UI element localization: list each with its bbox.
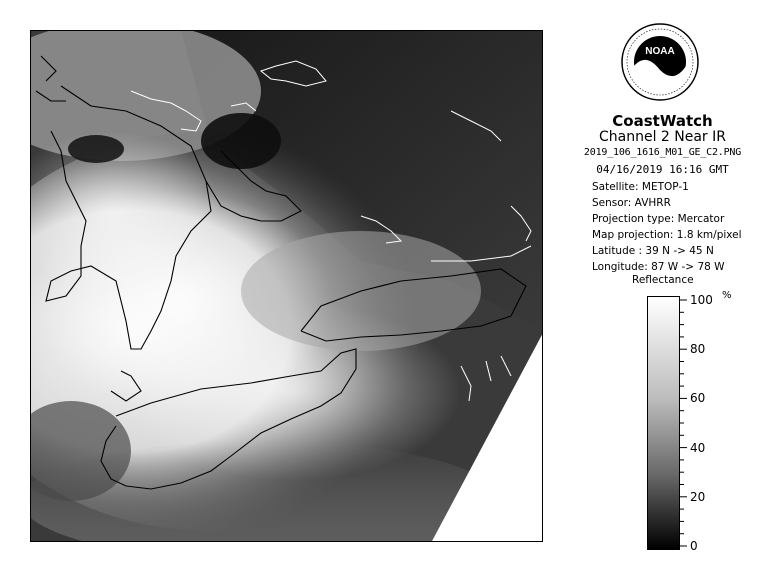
colorbar-tick-label: 60 xyxy=(690,391,706,406)
colorbar-unit: % xyxy=(722,290,732,301)
colorbar-tick-label: 20 xyxy=(690,489,706,504)
colorbar-tick-label: 80 xyxy=(690,342,706,357)
satellite-label: Satellite: METOP-1 xyxy=(592,181,689,193)
image-datetime: 04/16/2019 16:16 GMT xyxy=(596,163,729,176)
logo-text: NOAA xyxy=(645,46,675,57)
colorbar-axis xyxy=(680,293,740,552)
colorbar-title: Reflectance xyxy=(632,274,694,286)
longitude-range-label: Longitude: 87 W -> 78 W xyxy=(592,261,725,273)
image-filename: 2019_106_1616_M01_GE_C2.PNG xyxy=(583,147,742,158)
latitude-range-label: Latitude : 39 N -> 45 N xyxy=(592,245,714,257)
map-projection-label: Map projection: 1.8 km/pixel xyxy=(592,229,742,241)
colorbar-tick-label: 40 xyxy=(690,440,706,455)
sensor-label: Sensor: AVHRR xyxy=(592,197,671,209)
projection-type-label: Projection type: Mercator xyxy=(592,213,725,225)
app-title: CoastWatch xyxy=(612,112,713,130)
satellite-map xyxy=(30,30,543,542)
reflectance-colorbar xyxy=(647,296,680,550)
satellite-image xyxy=(31,31,543,542)
channel-name: Channel 2 Near IR xyxy=(598,129,726,145)
noaa-logo-icon xyxy=(620,22,700,102)
colorbar-tick-label: 100 xyxy=(690,293,713,307)
colorbar-tick-label: 0 xyxy=(690,539,698,553)
